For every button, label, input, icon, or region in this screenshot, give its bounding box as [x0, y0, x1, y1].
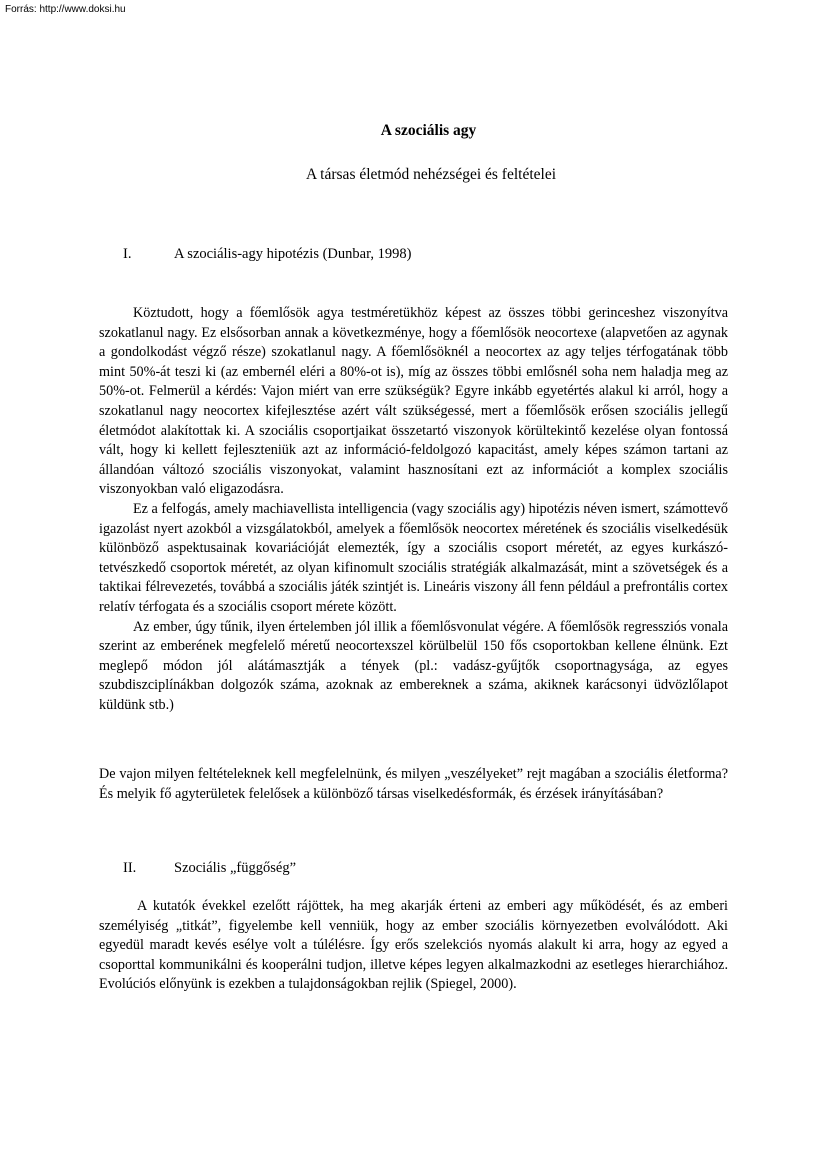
question-paragraph: De vajon milyen feltételeknek kell megfelelnünk, és milyen „veszélyeket” rejt magában a szociális életforma? És melyik fő agyterületek felelősek a különböző társas viselkedésformák, és érzések irányításában?	[99, 766, 728, 802]
section-1-question	[99, 765, 728, 804]
document-subtitle: A társas életmód nehézségei és feltételei	[305, 166, 557, 183]
source-label: Forrás: http://www.doksi.hu	[5, 4, 126, 15]
section-title: Szociális „függőség”	[174, 860, 297, 876]
section-number: II.	[123, 860, 137, 876]
section-2-body	[99, 897, 728, 995]
paragraph: A kutatók évekkel ezelőtt rájöttek, ha meg akarják érteni az emberi agy működését, és az emberi személyiség „titkát”, figyelembe kell venniük, hogy az ember szociális környezetben evolválódott. Aki egyedül maradt kevés esélye volt a túlélésre. Így erős szelekciós nyomás alakult ki arra, hogy az egyed a csoporttal kommunikálni és kooperálni tudjon, illetve képes legyen alkalmazkodni az esetleges hierarchiához. Evolúciós előnyünk is ezekben a tulajdonságokban rejlik (Spiegel, 2000).	[99, 898, 728, 993]
paragraph: Köztudott, hogy a főemlősök agya testméretükhöz képest az összes többi gerinceshez viszonyítva szokatlanul nagy. Ez elsősorban annak a következménye, hogy a főemlősök neocortexe (alapvetően az agynak a gondolkodást végző része) szokatlanul nagy. A főemlősöknél a neocortex az agy teljes térfogatának több mint 50%-át teszi ki (az embernél eléri a 80%-ot is), míg az összes többi emlősnél soha nem haladja meg az 50%-ot. Felmerül a kérdés: Vajon miért van erre szükségük? Egyre inkább egyetértés alakul ki arról, hogy a szokatlanul nagy neocortex kifejlesztése azért vált szükségessé, mert a főemlősök erősen szociális jellegű életmódot alakítottak ki. A szociális csoportjaikat összetartó viszonyok körültekintő kezelése olyan fontossá vált, hogy ki kellett fejleszteniük azt az információ-feldolgozó kapacitást, amely képes számon tartani az állandóan változó szociális viszonyokat, valamint hasznosítani ezt az információt a komplex szociális viszonyokban való eligazodásra.	[99, 305, 728, 498]
section-title: A szociális-agy hipotézis (Dunbar, 1998)	[174, 246, 412, 262]
section-1-body	[99, 304, 728, 715]
paragraph: Az ember, úgy tűnik, ilyen értelemben jól illik a főemlősvonulat végére. A főemlősök regressziós vonala szerint az emberének megfelelő méretű neocortexszel körülbelül 150 fős csoportokban kellene élnünk. Ezt meglepő módon jól alátámasztják a tények (pl.: vadász-gyűjtők csoportnagysága, az egyes szubdiszciplínákban dolgozók száma, azoknak az embereknek a száma, akiknek karácsonyi üdvözlőlapot küldünk stb.)	[99, 618, 728, 713]
document-title: A szociális agy	[380, 122, 477, 139]
paragraph: Ez a felfogás, amely machiavellista intelligencia (vagy szociális agy) hipotézis néven ismert, számottevő igazolást nyert azokból a vizsgálatokból, amelyek a főemlősök neocortex méretének és szociális viselkedésük különböző aspektusainak kovariációját elemezték, így a szociális csoport méretét, az egyes kurkászó-tetvészkedő csoportok méretét, az olyan kifinomult szociális stratégiák alkalmazását, mint a szövetségek és a taktikai félrevezetés, továbbá a szociális játék szintjét is. Lineáris viszony áll fenn például a prefrontális cortex relatív térfogata és a szociális csoport mérete között.	[99, 500, 728, 615]
section-number: I.	[123, 246, 132, 262]
